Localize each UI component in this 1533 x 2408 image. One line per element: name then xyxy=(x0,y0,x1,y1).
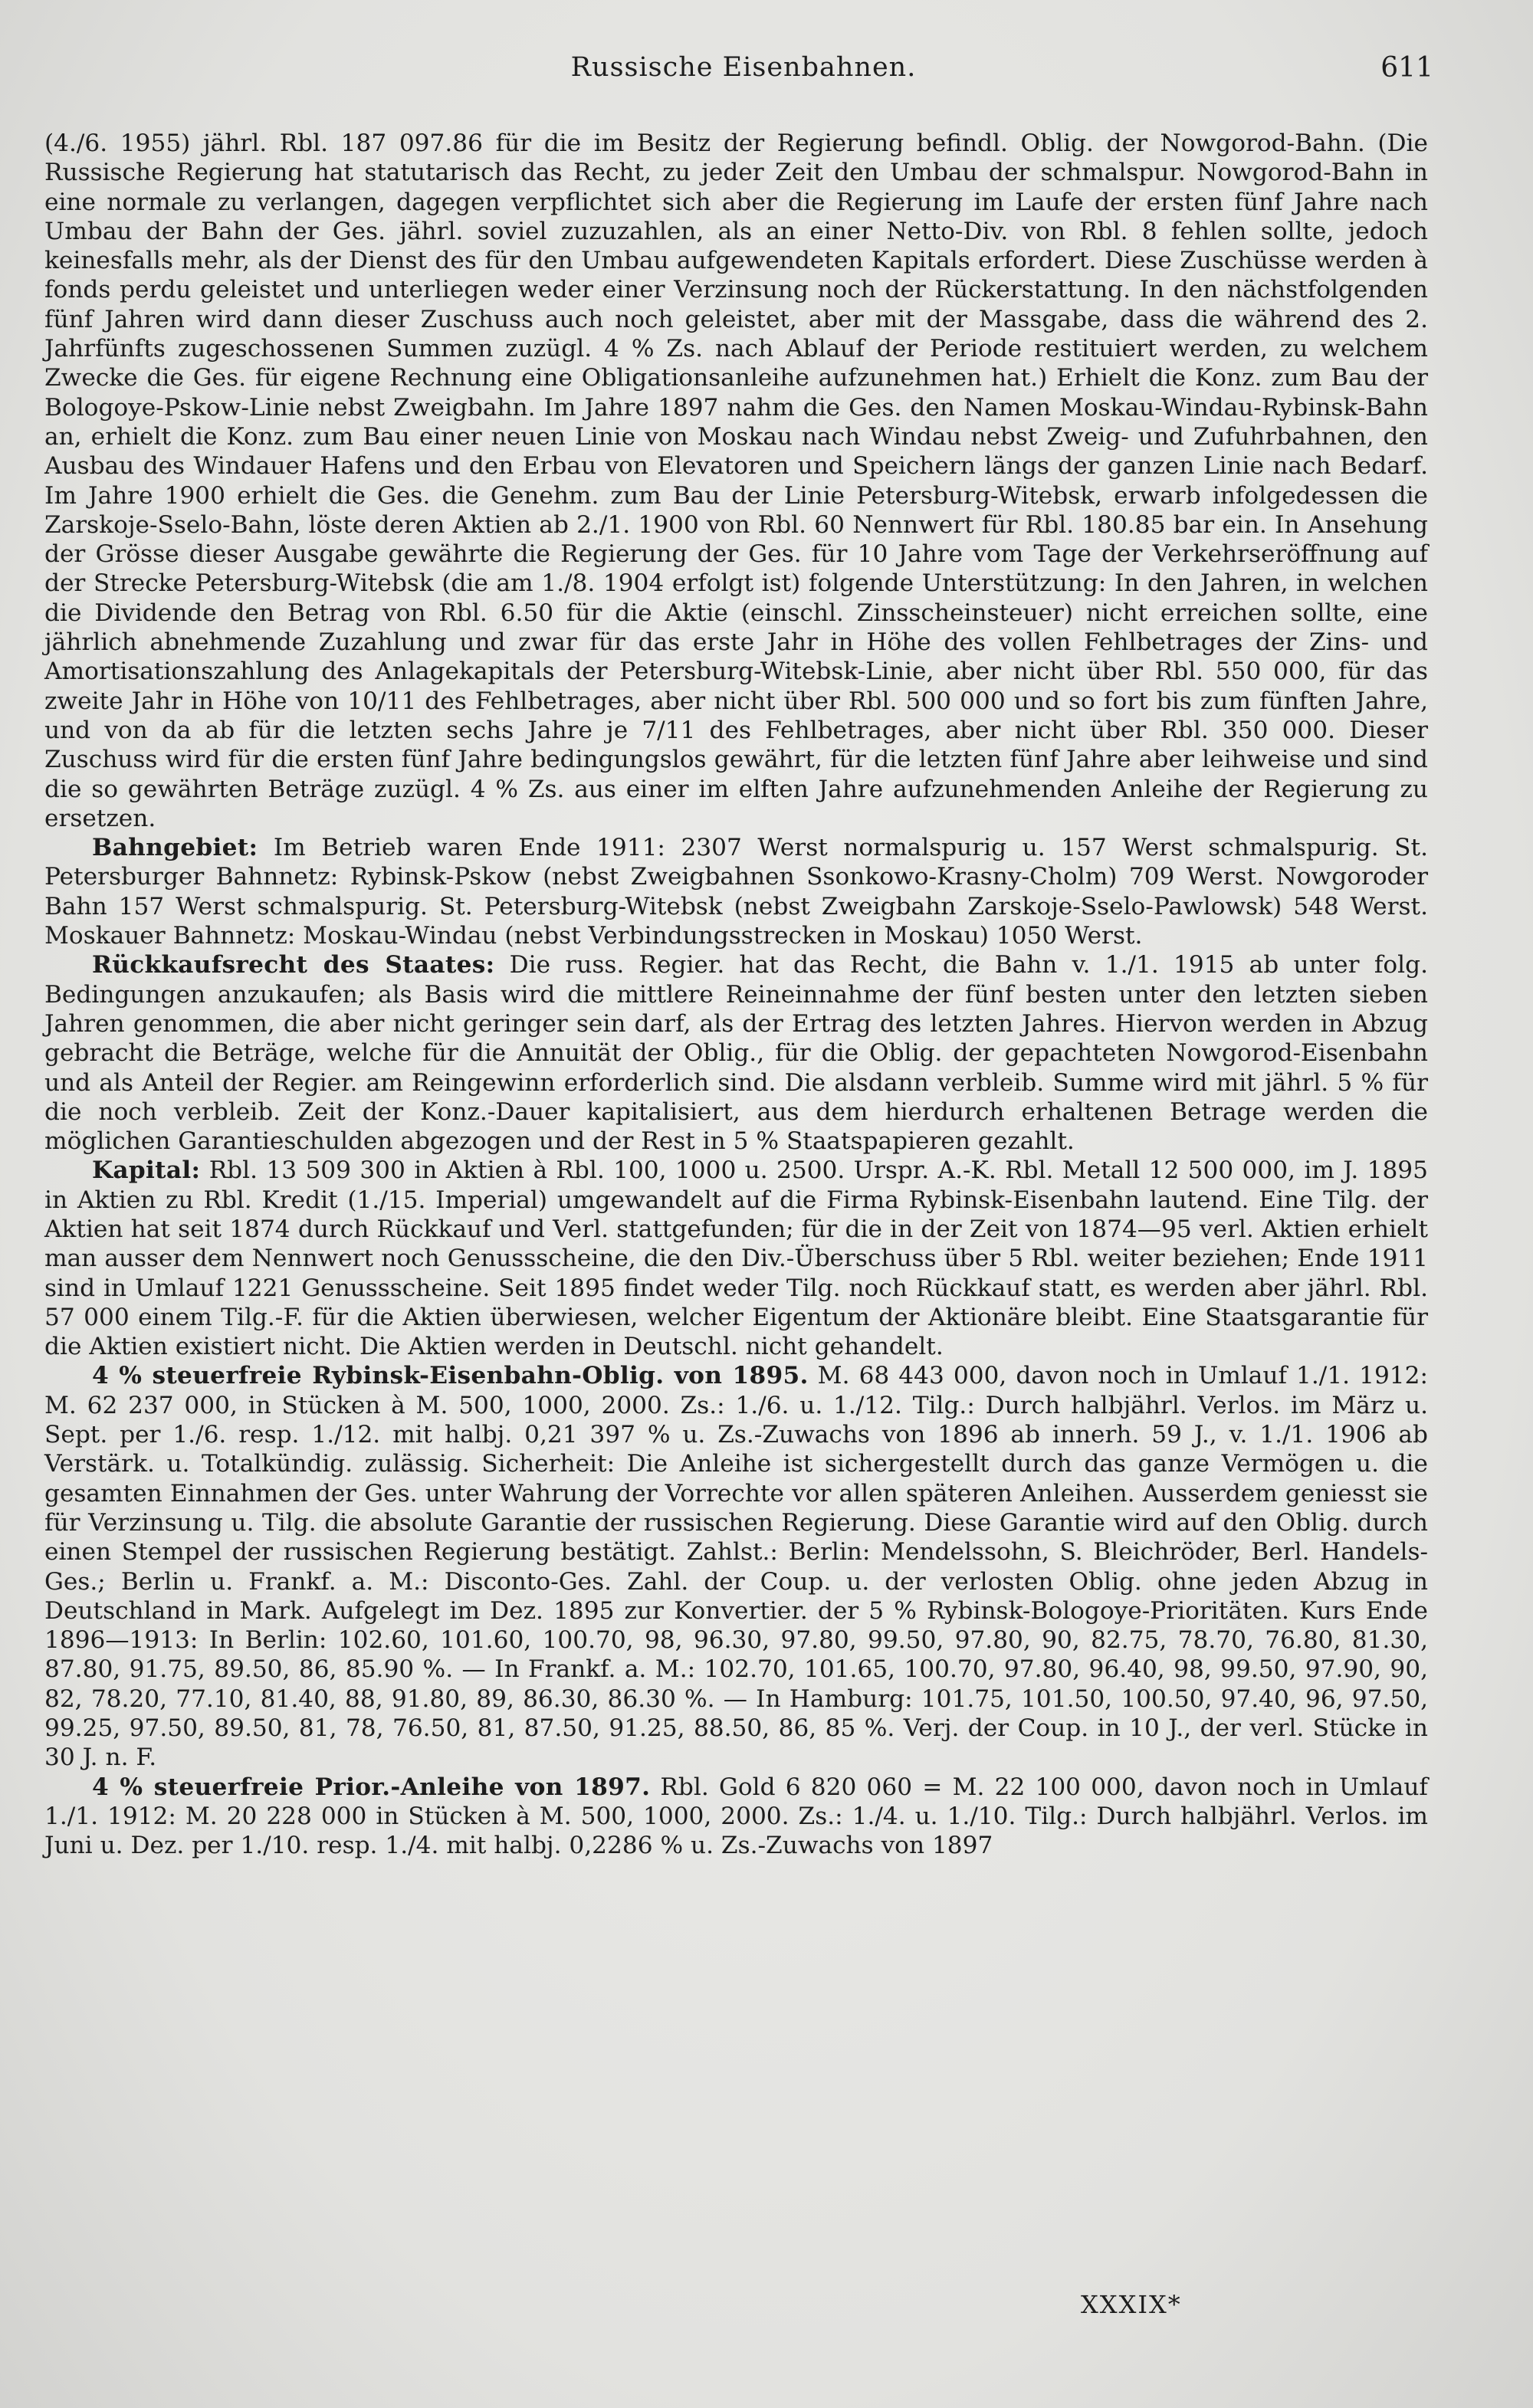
paragraph-obligationen-1895 xyxy=(44,1361,1428,1772)
paragraph-prior-anleihe-1897 xyxy=(44,1773,1428,1861)
paragraph-text: Die russ. Regier. hat das Recht, die Bahn v. 1./1. 1915 ab unter folg. Bedingungen anzukaufen; als Basis wird die mittlere Reineinnahme der fünf besten unter den letzten sieben Jahren genommen, die aber nicht geringer sein darf, als der Ertrag des letzten Jahres. Hiervon werden in Abzug gebracht die Beträge, welche für die Annuität der Oblig., für die Oblig. der gepachteten Nowgorod-Eisenbahn und als Anteil der Regier. am Reingewinn erforderlich sind. Die alsdann verbleib. Summe wird mit jährl. 5 % für die noch verbleib. Zeit der Konz.-Dauer kapitalisiert, aus dem hierdurch erhaltenen Betrage werden die möglichen Garantieschulden abgezogen und der Rest in 5 % Staatspapieren gezahlt. xyxy=(44,951,1428,1156)
paragraph-bahngebiet xyxy=(44,833,1428,950)
paragraph-text: (4./6. 1955) jährl. Rbl. 187 097.86 für die im Besitz der Regierung befindl. Oblig. der Nowgorod-Bahn. (Die Russische Regierung hat statutarisch das Recht, zu jeder Zeit den Umbau der schmalspur. Nowgorod-Bahn in eine normale zu verlangen, dagegen verpflichtet sich aber die Regierung im Laufe der ersten fünf Jahre nach Umbau der Bahn der Ges. jährl. soviel zuzuzahlen, als an einer Netto-Div. von Rbl. 8 fehlen sollte, jedoch keinesfalls mehr, als der Dienst des für den Umbau aufgewendeten Kapitals erfordert. Diese Zuschüsse werden à fonds perdu geleistet und unterliegen weder einer Verzinsung noch der Rückerstattung. In den nächstfolgenden fünf Jahren wird dann dieser Zuschuss auch noch geleistet, aber mit der Massgabe, dass die während des 2. Jahrfünfts zugeschossenen Summen zuzügl. 4 % Zs. nach Ablauf der Periode restituiert werden, zu welchem Zwecke die Ges. für eigene Rechnung eine Obligationsanleihe aufzunehmen hat.) Erhielt die Konz. zum Bau der Bologoye-Pskow-Linie nebst Zweigbahn. Im Jahre 1897 nahm die Ges. den Namen Moskau-Windau-Rybinsk-Bahn an, erhielt die Konz. zum Bau einer neuen Linie von Moskau nach Windau nebst Zweig- und Zufuhrbahnen, den Ausbau des Windauer Hafens und den Erbau von Elevatoren und Speichern längs der ganzen Linie nach Bedarf. Im Jahre 1900 erhielt die Ges. die Genehm. zum Bau der Linie Petersburg-Witebsk, erwarb infolgedessen die Zarskoje-Sselo-Bahn, löste deren Aktien ab 2./1. 1900 von Rbl. 60 Nennwert für Rbl. 180.85 bar ein. In Ansehung der Grösse dieser Ausgabe gewährte die Regierung der Ges. für 10 Jahre vom Tage der Verkehrseröffnung auf der Strecke Petersburg-Witebsk (die am 1./8. 1904 erfolgt ist) folgende Unterstützung: In den Jahren, in welchen die Dividende den Betrag von Rbl. 6.50 für die Aktie (einschl. Zinsscheinsteuer) nicht erreichen sollte, eine jährlich abnehmende Zuzahlung und zwar für das erste Jahr in Höhe des vollen Fehlbetrages der Zins- und Amortisationszahlung des Anlagekapitals der Petersburg-Witebsk-Linie, aber nicht über Rbl. 550 000, für das zweite Jahr in Höhe von 10/11 des Fehlbetrages, aber nicht über Rbl. 500 000 und so fort bis zum fünften Jahre, und von da ab für die letzten sechs Jahre je 7/11 des Fehlbetrages, aber nicht über Rbl. 350 000. Dieser Zuschuss wird für die ersten fünf Jahre bedingungslos gewährt, für die letzten fünf Jahre aber leihweise und sind die so gewährten Beträge zuzügl. 4 % Zs. aus einer im elften Jahre aufzunehmenden Anleihe der Regierung zu ersetzen. xyxy=(44,130,1428,832)
running-title: Russische Eisenbahnen. xyxy=(570,52,917,83)
section-heading-obligationen-1895: 4 % steuerfreie Rybinsk-Eisenbahn-Oblig. von 1895. xyxy=(92,1362,809,1390)
section-heading-bahngebiet: Bahngebiet: xyxy=(92,834,258,862)
paragraph-rueckkaufsrecht xyxy=(44,950,1428,1156)
section-heading-kapital: Kapital: xyxy=(92,1156,201,1185)
page-header xyxy=(54,52,1433,98)
section-heading-prior-anleihe-1897: 4 % steuerfreie Prior.-Anleihe von 1897. xyxy=(92,1773,651,1801)
paragraph-company-history xyxy=(44,129,1428,833)
section-heading-rueckkaufsrecht: Rückkaufsrecht des Staates: xyxy=(92,951,495,979)
paragraph-text: Rbl. Gold 6 820 060 = M. 22 100 000, davon noch in Umlauf 1./1. 1912: M. 20 228 000 in Stücken à M. 500, 1000, 2000. Zs.: 1./4. u. 1./10. Tilg.: Durch halbjährl. Verlos. im Juni u. Dez. per 1./10. resp. 1./4. mit halbj. 0,2286 % u. Zs.-Zuwachs von 1897 xyxy=(44,1773,1428,1860)
body-text xyxy=(44,129,1428,1861)
paragraph-text: Im Betrieb waren Ende 1911: 2307 Werst normalspurig u. 157 Werst schmalspurig. St. Petersburger Bahnnetz: Rybinsk-Pskow (nebst Zweigbahnen Ssonkowo-Krasny-Cholm) 709 Werst. Nowgoroder Bahn 157 Werst schmalspurig. St. Petersburg-Witebsk (nebst Zweigbahn Zarskoje-Sselo-Pawlowsk) 548 Werst. Moskauer Bahnnetz: Moskau-Windau (nebst Verbindungsstrecken in Moskau) 1050 Werst. xyxy=(44,834,1428,950)
paragraph-text: Rbl. 13 509 300 in Aktien à Rbl. 100, 1000 u. 2500. Urspr. A.-K. Rbl. Metall 12 500 000, im J. 1895 in Aktien zu Rbl. Kredit (1./15. Imperial) umgewandelt auf die Firma Rybinsk-Eisenbahn lautend. Eine Tilg. der Aktien hat seit 1874 durch Rückkauf und Verl. stattgefunden; für die in der Zeit von 1874—95 verl. Aktien erhielt man ausser dem Nennwert noch Genussscheine, die den Div.-Überschuss über 5 Rbl. weiter beziehen; Ende 1911 sind in Umlauf 1221 Genussscheine. Seit 1895 findet weder Tilg. noch Rückkauf statt, es werden aber jährl. Rbl. 57 000 einem Tilg.-F. für die Aktien überwiesen, welcher Eigentum der Aktionäre bleibt. Eine Staatsgarantie für die Aktien existiert nicht. Die Aktien werden in Deutschl. nicht gehandelt. xyxy=(44,1156,1428,1361)
page-number: 611 xyxy=(1380,52,1433,84)
paragraph-text: M. 68 443 000, davon noch in Umlauf 1./1. 1912: M. 62 237 000, in Stücken à M. 500, 1000, 2000. Zs.: 1./6. u. 1./12. Tilg.: Durch halbjährl. Verlos. im März u. Sept. per 1./6. resp. 1./12. mit halbj. 0,21 397 % u. Zs.-Zuwachs von 1896 ab innerh. 59 J., v. 1./1. 1906 ab Verstärk. u. Totalkündig. zulässig. Sicherheit: Die Anleihe ist sichergestellt durch das ganze Vermögen u. die gesamten Einnahmen der Ges. unter Wahrung der Vorrechte vor allen späteren Anleihen. Ausserdem geniesst sie für Verzinsung u. Tilg. die absolute Garantie der russischen Regierung. Diese Garantie wird auf den Oblig. durch einen Stempel der russischen Regierung bestätigt. Zahlst.: Berlin: Mendelssohn, S. Bleichröder, Berl. Handels-Ges.; Berlin u. Frankf. a. M.: Disconto-Ges. Zahl. der Coup. u. der verlosten Oblig. ohne jeden Abzug in Deutschland in Mark. Aufgelegt im Dez. 1895 zur Konvertier. der 5 % Rybinsk-Bologoye-Prioritäten. Kurs Ende 1896—1913: In Berlin: 102.60, 101.60, 100.70, 98, 96.30, 97.80, 99.50, 97.80, 90, 82.75, 78.70, 76.80, 81.30, 87.80, 91.75, 89.50, 86, 85.90 %. — In Frankf. a. M.: 102.70, 101.65, 100.70, 97.80, 96.40, 98, 99.50, 97.90, 90, 82, 78.20, 77.10, 81.40, 88, 91.80, 89, 86.30, 86.30 %. — In Hamburg: 101.75, 101.50, 100.50, 97.40, 96, 97.50, 99.25, 97.50, 89.50, 81, 78, 76.50, 81, 87.50, 91.25, 88.50, 86, 85 %. Verj. der Coup. in 10 J., der verl. Stücke in 30 J. n. F. xyxy=(44,1362,1428,1772)
printer-signature-mark: XXXIX* xyxy=(1081,2290,1182,2319)
paragraph-kapital xyxy=(44,1156,1428,1361)
